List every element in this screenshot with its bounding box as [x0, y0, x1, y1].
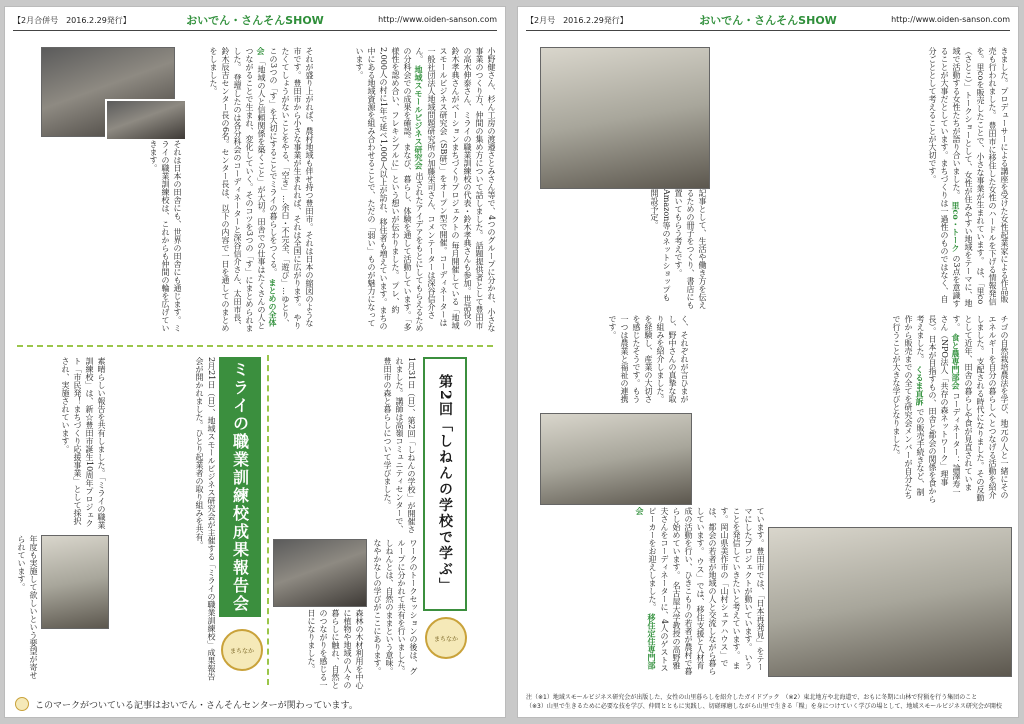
article-body-1	[43, 140, 183, 334]
badge-label-2: まちなか	[229, 647, 254, 655]
lecture-photo	[273, 539, 367, 607]
badge-label: まちなか	[433, 635, 458, 643]
section-divider	[17, 345, 493, 347]
training-body2-text: 素晴らしい報告を共有しました。「ミライの職業訓練校」は、新☆豊田市誕生10周年プロジェクト「市民発！まちづくり応援事業」として採択され、実施されています。	[61, 357, 106, 529]
r-col10-text: を経験し、産業の大切さを感じたそうです。もう一つは農業と福祉の連携です。	[608, 315, 653, 403]
right-page	[517, 6, 1019, 718]
training-title: ミライの職業訓練校成果報告会	[219, 357, 261, 617]
r-col2-text: は、「里co（さとこ）」トークショーとして、女性が住みやすい地域をテーマに、地域で活動する女性たちが語り合いました。	[952, 47, 985, 307]
col2-text: 出されたアイデアをもとにしてもらえるための分科会での成果を確認。まなび、暮らし、体験を通して活動しています。「多様性を認め合い、フレキシブルに」という想いが伝わりました。	[391, 47, 424, 333]
issue-label-right: 【2月号 2016.2.29発行】	[526, 16, 628, 25]
newsletter-logo: おいでん・さんそんSHOW	[186, 14, 324, 27]
r-col1-text: の3点を意識することが大事だとしています。まちづくりは一過性のものではなく、自分ごととして考えることが大切です。	[928, 47, 961, 308]
footnote-1: 注（※1）地域スモールビジネス研究会が出版した、女性の山里暮らしを紹介したガイドブック （※2）東北地方や北海道で、おもに冬期に山林で狩猟を行う集団のこと	[526, 694, 978, 701]
kuruma-heading: くるま直訴	[915, 365, 925, 406]
symposium-photo	[768, 527, 1012, 677]
col5-text: 小野健さん、杉ん工房の渡邉さとみさん等で、4つのグループに分かれ、小さな事業のつくり方、仲間の集め方について話しました。	[475, 47, 496, 333]
food-heading: 食と農専門部会	[951, 333, 961, 390]
right-body-b	[710, 47, 1010, 309]
r-col14-text: ます。岡山県美作市の「山村シェアハウス」では、都会の若者が地域の人と交流しながら暮らしています。	[696, 507, 741, 675]
col9-text: それが盛り上がれば、農村地域も伴せ持つ豊田市。それは日本の縮図のような市です。豊田市から小さな事業が生まれれば、それは全国に広がります。	[293, 47, 314, 327]
r-col9-text: チゴの自然栽培農法を学び、地元の人と一緒にそのエネルギーを自分の暮らしへとつなげる活動を紹介しました。	[976, 315, 1009, 499]
col7-text: 「地域の人と信頼関係を築くこと」が大切。田舎での仕事はたくさんの人とつながることで生まれ、変化していく。そのコツを3つの「す」にまとめられました。	[233, 47, 266, 333]
left-page	[4, 6, 506, 718]
presentation-photo	[41, 535, 109, 629]
r-col12-text: 名古屋大学教授の高野雅夫さんをコーディネーターに、4人のゲストスピーカーをお迎えしました。	[648, 507, 681, 673]
summary-heading: まとめの全体会	[256, 47, 278, 327]
feature-body2-text: ワークのトークセッションの後は、グループに分かれて共有を行いました。しねんとは、自然のままという意味。なやかなしの学びがここにあります。	[373, 539, 418, 675]
r-col8-text: 支配される時代になりました。その反動として近年、田舎の暮らしや食が見直されています。	[952, 315, 985, 502]
footer-note-text: このマークがついている記事はおいでん・さんそんセンターが関わっています。	[35, 700, 358, 711]
website-link-right[interactable]: http://www.oiden-sanson.com	[891, 15, 1010, 24]
article-body-2	[185, 47, 315, 334]
col4-text: 話題提供者として豊田市の高木伸泰さん、ミライの職業訓練校の代表・鈴木孝典さんも参加。世話役の鈴木孝典さんがベーションまちづくりプロジェクトの	[451, 47, 484, 330]
col1-text: プレ、約2,000人の村に1年で延べ1,000人以上が訪れ、移住者も増えています。まちの中にある地域資源を組み合わせることで、ただの「弱い」ものが魅力になっています。	[355, 47, 400, 330]
r-col4-text: きました。プロデューサーによる講座を受けた女性起業家による作品販売も行われました。	[988, 47, 1009, 303]
r-col7-text: コーディネーター：論澤寿一さん（NPO法人「共存の森ネットワーク」理事長）。日本が目指すもの、田舎と都会の関係を食から考えました。	[916, 315, 961, 503]
col10-text: それは日本の田舎にも、世界の田舎にも通じます。ミライの職業訓練校は、これからも仲間の輪を広げていきます。	[149, 140, 182, 332]
feature-body-3	[273, 609, 365, 689]
r-col16-text: ています。豊田市では、「日本再発見」をテーマにしたプロジェクトが動いています。	[744, 507, 765, 671]
sb-heading: 地域スモールビジネス研究会	[414, 65, 424, 170]
col3-text: 毎月開催している「地域スモールビジネス研究会（SB研）」をオープン型で開催。コーディネーターは一般社団法人地域問題研究所の加藤栄司さん、コメンテーターは深谷信介さん。	[415, 47, 460, 330]
right-body-d	[694, 315, 1010, 503]
r-col13-text: ウス」では、移住支援と人材育成の活動を行い、ひきこもりの若者が農村で暮らし始めています。	[672, 507, 705, 675]
article-body-3	[317, 47, 497, 334]
column-divider	[267, 355, 269, 685]
col6-text: 登壇したのは各分科会のコーディネーターと深谷信介さん、太田市長、鈴木辰吉センター長の6名。センター長は、以下の内容で一日を通してのまとめをしました。	[209, 47, 242, 333]
footer-note	[15, 697, 358, 711]
website-link[interactable]: http://www.oiden-sanson.com	[378, 15, 497, 24]
panel-photo	[540, 47, 710, 189]
r-col5-text: 記事として、生活や働き方を伝えるための冊子をつくり、書店にも置いてもらう考えです。Amazon等のネットショップも開設予定。	[650, 189, 707, 309]
training-body-2	[41, 357, 107, 532]
feature-body3-text: 森林の木材利用を中心に植物や地域の人々の暮らしに触れ、自然とのつながりを感じる一日になりました。	[307, 609, 364, 689]
training-body1-text: 2月21日（日）、地域スモールビジネス研究会が主催する「ミライの職業訓練校」成果報告会が開かれました。ひとり起業者の取り組みを共有。	[195, 357, 216, 681]
feature-body-2	[367, 539, 419, 679]
issue-label: 【2月合併号 2016.2.29発行】	[13, 16, 131, 25]
r-col6-text: での販売手続きなど、制作から販売までの全てを研究会メンバーが自分たちで行うことが大きな学びとなりました。	[892, 315, 925, 499]
footnote-2: （※3）山里で生きるために必要な技を学び、仲間とともに実践し、切磋琢磨しながら山里で生きる「糧」を身につけていく学びの場として、地域スモールビジネス研究会が開校	[526, 703, 1002, 710]
r-col3-text: 豊田市に移住した女性のハードルを下げる情報発信を。里coを販売したことで、小さな事業が生まれています。	[976, 47, 997, 306]
header-rule	[13, 30, 497, 31]
header-rule-right	[526, 30, 1010, 31]
presentation-photo-right	[540, 413, 692, 505]
left-header	[13, 12, 497, 30]
group-photo	[105, 99, 187, 141]
r-col15-text: いうことを発信していきたいと考えています。	[732, 507, 753, 670]
footnotes	[526, 693, 1010, 711]
right-body-a	[540, 189, 708, 309]
machinaka-badge	[425, 617, 467, 659]
feature-title: 第2回「しねんの学校で学ぶ」	[423, 357, 467, 611]
training-body-1	[109, 357, 217, 682]
right-body-e	[540, 507, 766, 675]
col8-text: やりたくてしょうがないことをやる、「空き」…余白・不完全、「遊び」…ゆとり、この3つの「す」を大切にすることでミライの暮らしをつくる。	[269, 47, 302, 330]
right-header	[526, 12, 1010, 30]
feature-body1-text: 1月31日（日）、第2回「しねんの学校」が開催されました。講師は高嶺コミュニティセンターで、豊田市の森と暮らしについて学びました。	[383, 357, 416, 534]
newsletter-logo-right: おいでん・さんそんSHOW	[699, 14, 837, 27]
migration-heading: 移住定住専門部会	[635, 507, 657, 670]
center-mark-icon	[15, 697, 29, 711]
right-body-c	[540, 315, 690, 409]
feature-body-1	[287, 357, 417, 537]
training-body-3	[17, 535, 39, 683]
training-body3-text: 年度も実施して欲しいという要望が寄せられています。	[17, 535, 38, 679]
machinaka-badge-2	[221, 629, 263, 671]
satoco-heading: 里co・トーク	[951, 201, 961, 252]
r-col11-text: く、それぞれが言ひまがし、野中さんの真摯な取り組みを紹介しました。	[656, 315, 689, 403]
